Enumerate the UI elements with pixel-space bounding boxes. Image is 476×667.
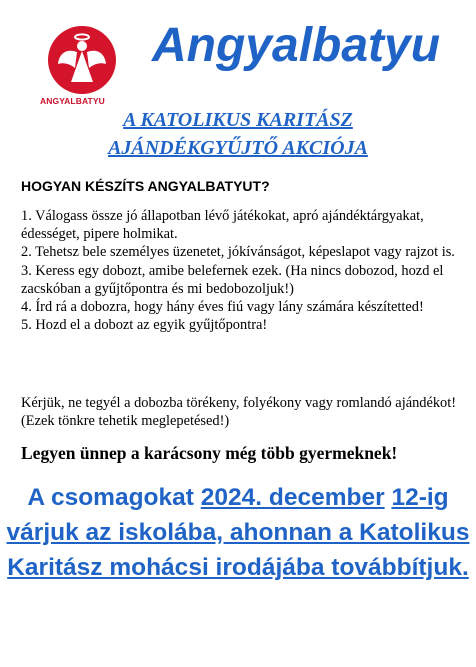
step-item: 5. Hozd el a dobozt az egyik gyűjtőpontra!	[21, 317, 268, 334]
step-item: 2. Tehetsz bele személyes üzenetet, jókívánságot, képeslapot vagy rajzot is.	[21, 244, 455, 261]
slogan: Legyen ünnep a karácsony még több gyermeknek!	[21, 443, 398, 463]
logo-label: ANGYALBATYU	[40, 96, 105, 106]
instructions-heading: HOGYAN KÉSZÍTS ANGYALBATYUT?	[21, 178, 270, 194]
step-item: 1. Válogass össze jó állapotban lévő játékokat, apró ajándéktárgyakat, édességet, pipere holmikat.	[21, 208, 424, 243]
subtitle-line-2: AJÁNDÉKGYŰJTŐ AKCIÓJA	[108, 137, 368, 159]
deadline-lead: A csomagokat	[27, 484, 194, 511]
deadline-date: 2024. december	[200, 484, 385, 511]
warning-note: Kérjük, ne tegyél a dobozba törékeny, folyékony vagy romlandó ajándékot! (Ezek tönkre tehetik meglepetésed!)	[21, 395, 457, 430]
angel-icon	[40, 24, 124, 96]
deadline-notice	[0, 480, 476, 585]
page-title: Angyalbatyu	[152, 19, 441, 72]
deadline-rest: 12-ig várjuk az iskolába, ahonnan a Katolikus Karitász mohácsi irodájába továbbítjuk.	[6, 484, 470, 581]
step-item: 3. Keress egy dobozt, amibe belefernek ezek. (Ha nincs dobozod, hozd el zacskóban a gyűjtőpontra és mi bedobozoljuk!)	[21, 262, 444, 297]
caritas-logo	[40, 24, 124, 106]
instruction-steps	[21, 207, 461, 334]
step-item: 4. Írd rá a dobozra, hogy hány éves fiú vagy lány számára készítetted!	[21, 299, 424, 316]
subtitle-line-1: A KATOLIKUS KARITÁSZ	[123, 109, 353, 131]
